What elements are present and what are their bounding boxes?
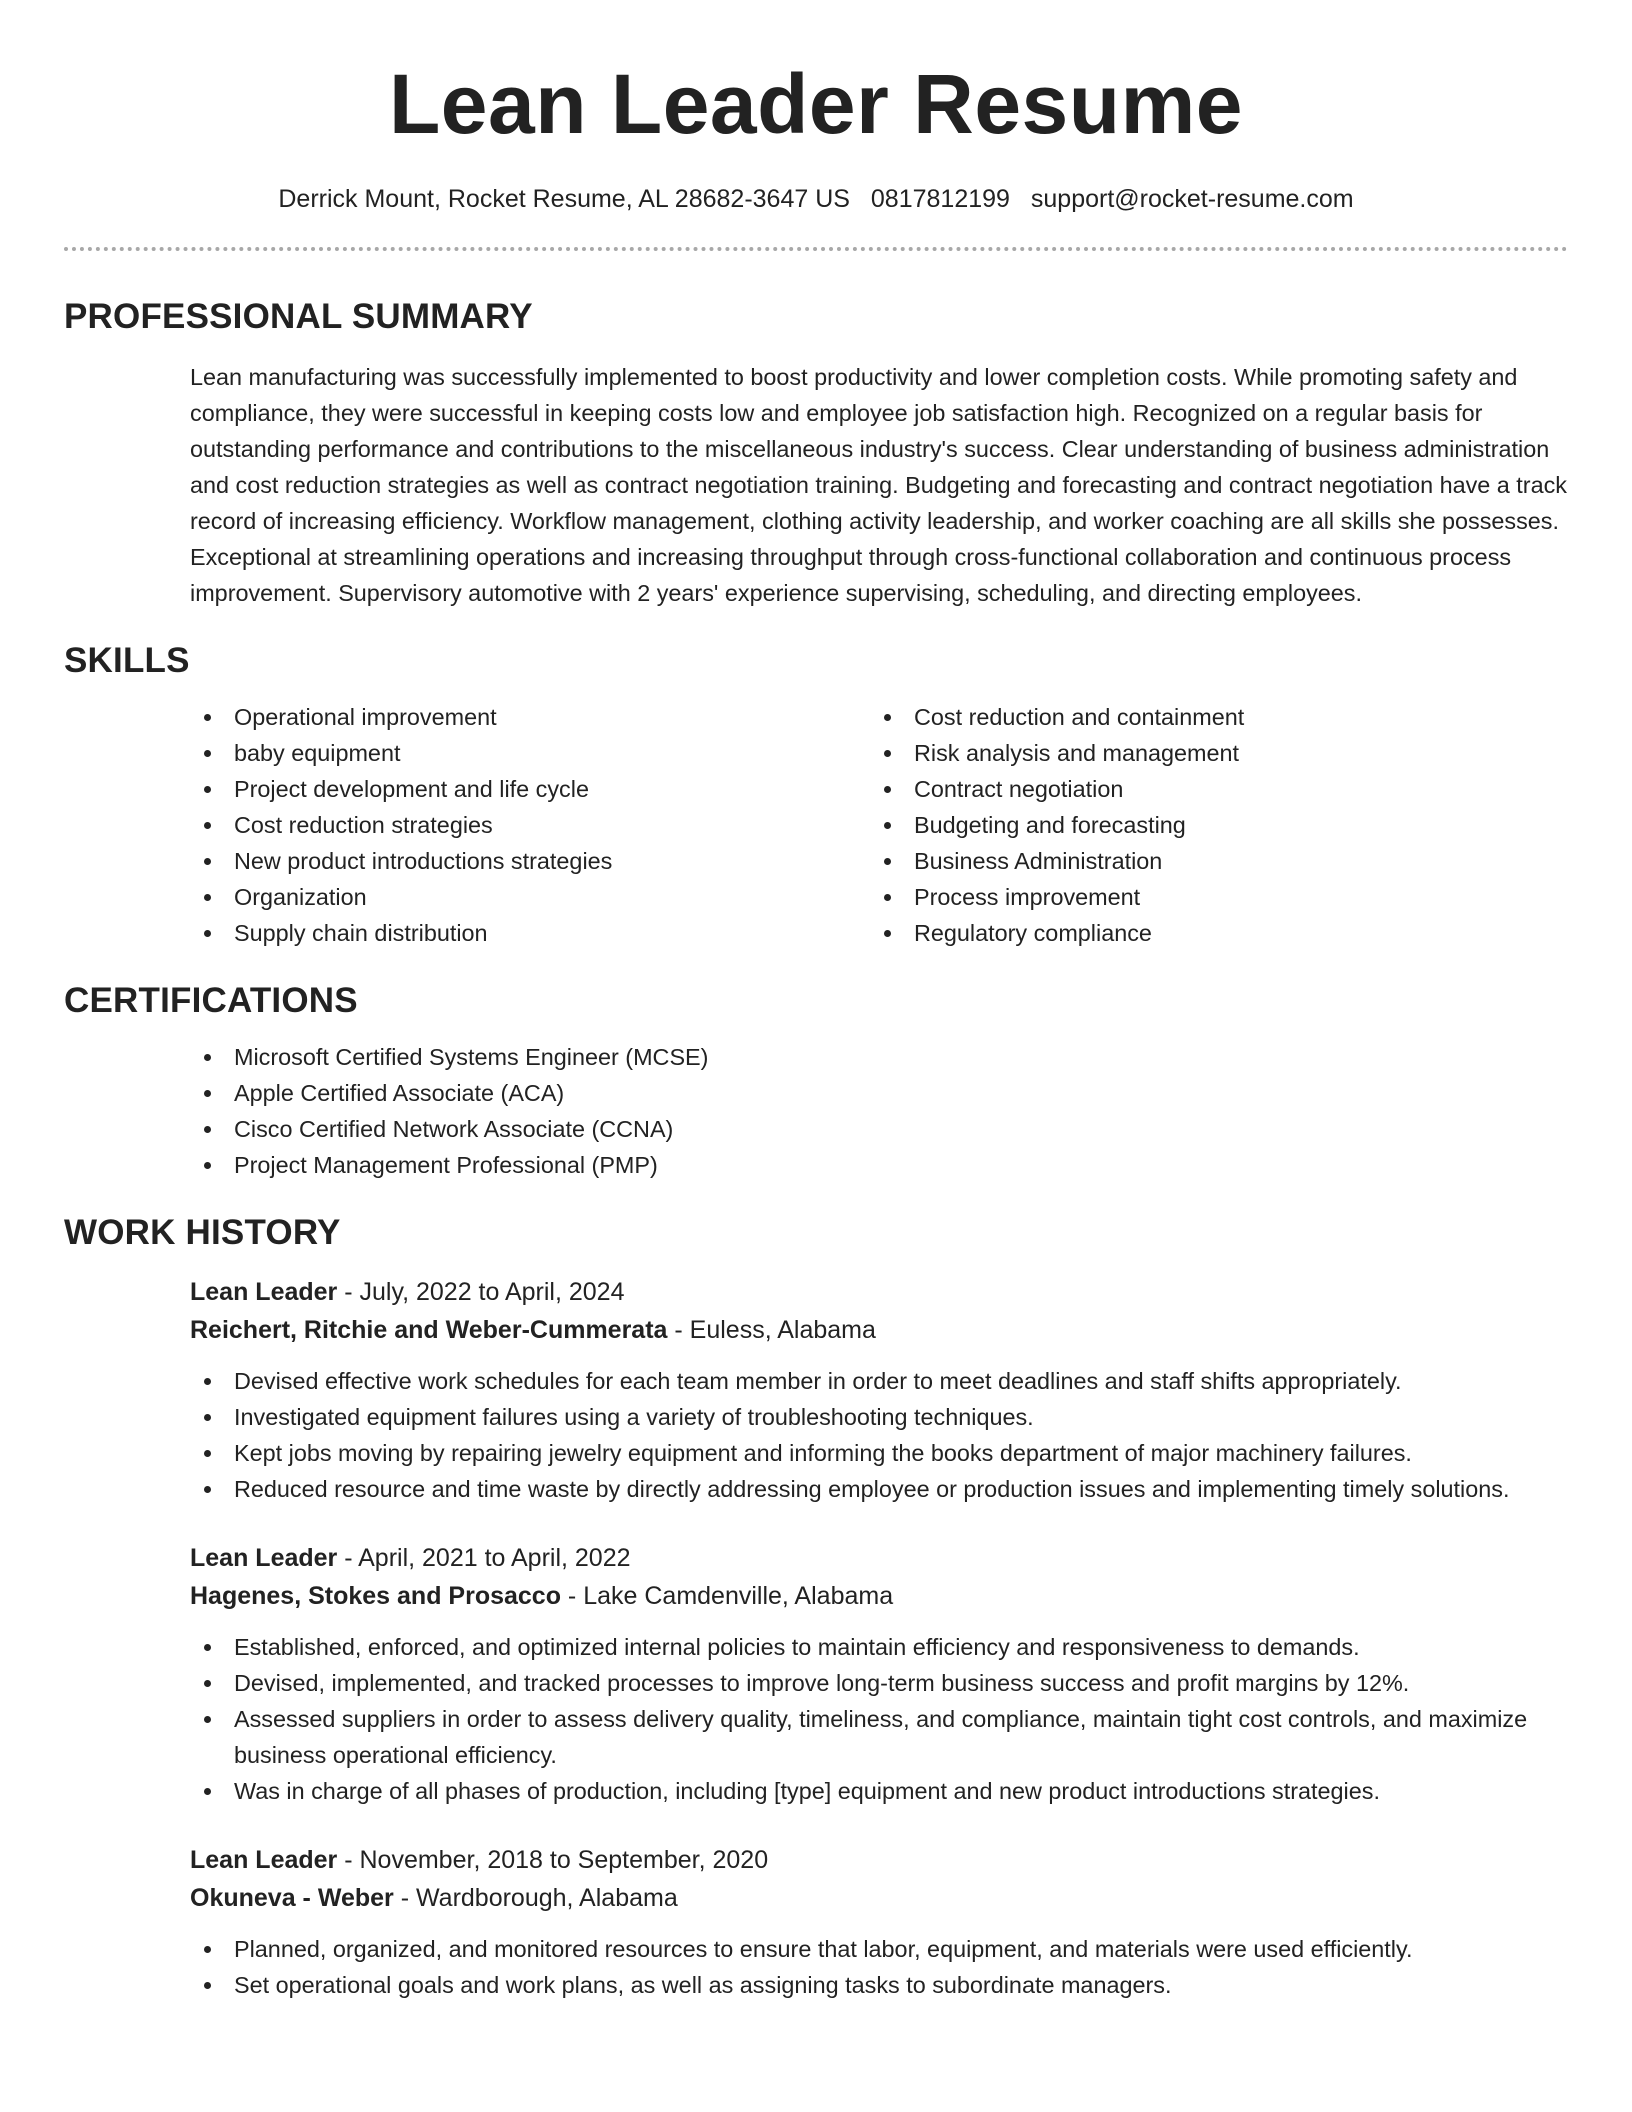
job-title: Lean Leader [190,1846,338,1874]
skill-item: Operational improvement [190,699,870,735]
job-location: - Lake Camdenville, Alabama [560,1582,894,1610]
certification-item: Project Management Professional (PMP) [190,1147,1568,1183]
job-entry [190,1841,1568,2003]
summary-section [64,297,1568,611]
job-company-line [190,1879,1568,1917]
job-bullet: Was in charge of all phases of production, including [type] equipment and new product introductions strategies. [190,1773,1568,1809]
skill-item: Process improvement [870,879,1550,915]
contact-info [64,184,1568,214]
skill-item: Business Administration [870,843,1550,879]
certification-item: Microsoft Certified Systems Engineer (MCSE) [190,1039,1568,1075]
certification-item: Apple Certified Associate (ACA) [190,1075,1568,1111]
skill-item: Organization [190,879,870,915]
skills-section [64,641,1568,951]
job-dates: - July, 2022 to April, 2024 [337,1278,625,1306]
job-bullet: Established, enforced, and optimized internal policies to maintain efficiency and responsiveness to demands. [190,1629,1568,1665]
job-title: Lean Leader [190,1544,338,1572]
job-company: Reichert, Ritchie and Weber-Cummerata [190,1316,668,1344]
contact-address: Derrick Mount, Rocket Resume, AL 28682-3647 US [278,185,850,213]
skill-item: Cost reduction strategies [190,807,870,843]
skill-item: Budgeting and forecasting [870,807,1550,843]
header-divider [64,247,1568,251]
job-title-line [190,1841,1568,1879]
job-bullets [190,1363,1568,1507]
job-company: Okuneva - Weber [190,1884,394,1912]
job-bullet: Investigated equipment failures using a variety of troubleshooting techniques. [190,1399,1568,1435]
job-title: Lean Leader [190,1278,338,1306]
work-history-section [64,1213,1568,2003]
job-location: - Wardborough, Alabama [393,1884,678,1912]
contact-phone: 0817812199 [870,185,1010,213]
skill-item: Risk analysis and management [870,735,1550,771]
job-location: - Euless, Alabama [667,1316,876,1344]
job-dates: - November, 2018 to September, 2020 [337,1846,769,1874]
job-bullet: Devised effective work schedules for each team member in order to meet deadlines and staff shifts appropriately. [190,1363,1568,1399]
skill-item: New product introductions strategies [190,843,870,879]
skill-item: baby equipment [190,735,870,771]
certification-item: Cisco Certified Network Associate (CCNA) [190,1111,1568,1147]
summary-heading: PROFESSIONAL SUMMARY [64,297,533,336]
skills-left-column [190,699,870,951]
job-bullets [190,1931,1568,2003]
resume-title: Lean Leader Resume [388,57,1243,151]
skill-item: Cost reduction and containment [870,699,1550,735]
skill-item: Supply chain distribution [190,915,870,951]
job-bullet: Set operational goals and work plans, as well as assigning tasks to subordinate managers. [190,1967,1568,2003]
job-entry [190,1539,1568,1809]
job-title-line [190,1273,1568,1311]
job-bullet: Kept jobs moving by repairing jewelry equipment and informing the books department of major machinery failures. [190,1435,1568,1471]
job-bullet: Devised, implemented, and tracked processes to improve long-term business success and profit margins by 12%. [190,1665,1568,1701]
contact-email: support@rocket-resume.com [1030,185,1354,213]
job-bullet: Planned, organized, and monitored resources to ensure that labor, equipment, and materials were used efficiently. [190,1931,1568,1967]
job-title-line [190,1539,1568,1577]
skills-columns [190,699,1568,951]
certifications-heading: CERTIFICATIONS [64,981,358,1020]
certifications-section [64,981,1568,1183]
job-entry [190,1273,1568,1507]
certifications-list [190,1039,1568,1183]
skills-heading: SKILLS [64,641,190,680]
job-dates: - April, 2021 to April, 2022 [337,1544,631,1572]
job-company: Hagenes, Stokes and Prosacco [190,1582,561,1610]
resume-page [64,0,1568,2003]
skill-item: Project development and life cycle [190,771,870,807]
skill-item: Contract negotiation [870,771,1550,807]
skills-right-column [870,699,1550,951]
job-bullet: Reduced resource and time waste by directly addressing employee or production issues and implementing timely solutions. [190,1471,1568,1507]
job-bullets [190,1629,1568,1809]
summary-text: Lean manufacturing was successfully implemented to boost productivity and lower completion costs. While promoting safety and compliance, they were successful in keeping costs low and employee job satisfaction high. Recognized on a regular basis for outstanding performance and contributions to the miscellaneous industry's success. Clear understanding of business administration and cost reduction strategies as well as contract negotiation training. Budgeting and forecasting and contract negotiation have a track record of increasing efficiency. Workflow management, clothing activity leadership, and worker coaching are all skills she possesses. Exceptional at streamlining operations and increasing throughput through cross-functional collaboration and continuous process improvement. Supervisory automotive with 2 years' experience supervising, scheduling, and directing employees. [190,364,1567,606]
skill-item: Regulatory compliance [870,915,1550,951]
work-history-heading: WORK HISTORY [64,1213,341,1252]
job-bullet: Assessed suppliers in order to assess delivery quality, timeliness, and compliance, maintain tight cost controls, and maximize business operational efficiency. [190,1701,1568,1773]
job-company-line [190,1577,1568,1615]
job-company-line [190,1311,1568,1349]
